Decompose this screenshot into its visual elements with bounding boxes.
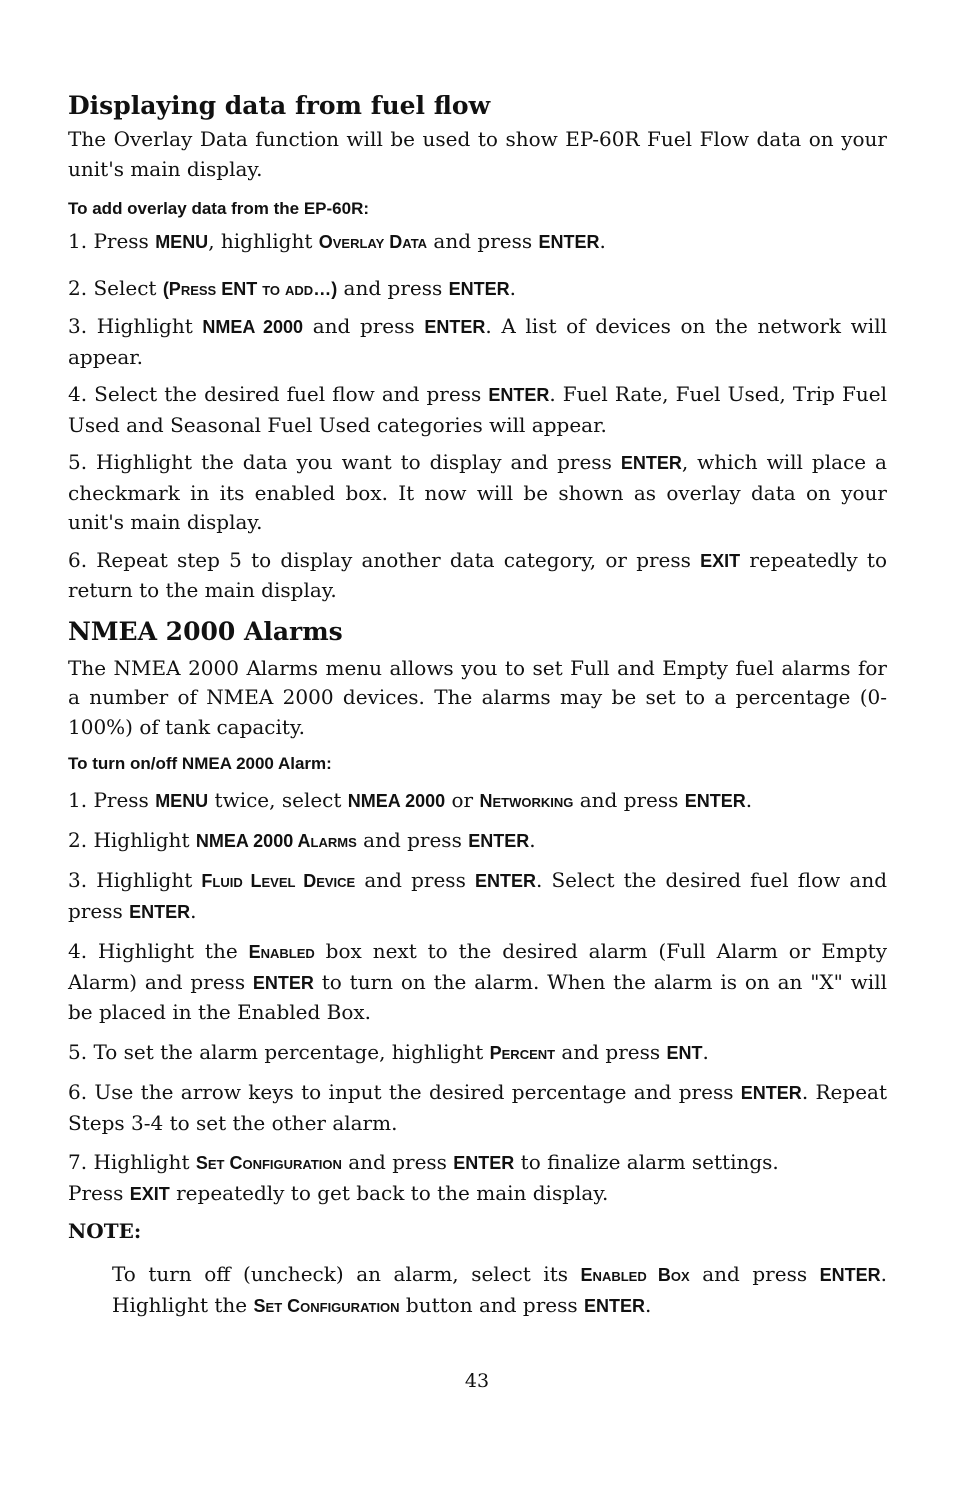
section-title-fuel-flow: Displaying data from fuel flow	[68, 91, 491, 120]
menu-nmea-2000-alarms: NMEA 2000 Alarms	[195, 830, 357, 851]
menu-nmea-2000: NMEA 2000	[347, 791, 446, 811]
nmea-alarms-intro: The NMEA 2000 Alarms menu allows you to set Full and Empty fuel alarms for a number of NMEA 2000 devices. The alarms may be set to a percentage (0-100%) of tank capacity.	[68, 655, 887, 739]
alarm-step-3: 3. Highlight Fluid Level Device and press ENTER. Select the desired fuel flow and press ENTER.	[68, 868, 888, 923]
note-label: NOTE:	[68, 1219, 142, 1243]
menu-networking: Networking	[479, 791, 574, 811]
key-ent: ENT	[666, 1042, 703, 1063]
key-menu: MENU	[155, 232, 209, 252]
key-enter: ENTER	[538, 232, 600, 252]
key-enter: ENTER	[620, 453, 682, 473]
note-body: To turn off (uncheck) an alarm, select its Enabled Box and press ENTER. Highlight the Set Configuration button and press ENTER.	[112, 1262, 888, 1317]
alarm-step-6: 6. Use the arrow keys to input the desired percentage and press ENTER. Repeat Steps 3-4 to set the other alarm.	[68, 1080, 887, 1135]
menu-set-configuration: Set Configuration	[195, 1153, 342, 1173]
alarm-step-7: 7. Highlight Set Configuration and press ENTER to finalize alarm settings. Press EXIT repeatedly to get back to the main display.	[68, 1150, 779, 1205]
alarm-step-4: 4. Highlight the Enabled box next to the desired alarm (Full Alarm or Empty Alarm) and press ENTER to turn on the alarm. When the alarm is on an "X" will be placed in the Enabled Box.	[68, 939, 887, 1024]
alarm-step-5: 5. To set the alarm percentage, highlight Percent and press ENT.	[68, 1039, 709, 1064]
procedure-title-alarm: To turn on/off NMEA 2000 Alarm:	[68, 754, 332, 773]
menu-press-ent-to-add: (Press ENT to add…)	[162, 278, 338, 299]
alarm-step-1: 1. Press MENU twice, select NMEA 2000 or Networking and press ENTER.	[68, 788, 753, 812]
key-enter: ENTER	[252, 972, 314, 993]
overlay-step-2: 2. Select (Press ENT to add…) and press ENTER.	[68, 275, 516, 300]
key-enter: ENTER	[584, 1295, 646, 1316]
menu-nmea-2000: NMEA 2000	[202, 317, 304, 337]
key-enter: ENTER	[424, 317, 486, 337]
overlay-step-6: 6. Repeat step 5 to display another data category, or press EXIT repeatedly to return to the main display.	[68, 547, 887, 602]
key-enter: ENTER	[468, 830, 530, 851]
key-enter: ENTER	[819, 1265, 881, 1285]
key-enter: ENTER	[453, 1153, 515, 1173]
fuel-flow-intro: The Overlay Data function will be used to show EP-60R Fuel Flow data on your unit's main display.	[68, 127, 887, 181]
key-enter: ENTER	[474, 871, 536, 891]
menu-set-configuration: Set Configuration	[253, 1295, 400, 1316]
key-menu: MENU	[155, 791, 209, 811]
overlay-step-3: 3. Highlight NMEA 2000 and press ENTER. A list of devices on the network will appear.	[68, 314, 887, 369]
overlay-step-1: 1. Press MENU, highlight Overlay Data and press ENTER.	[68, 229, 606, 253]
menu-fluid-level-device: Fluid Level Device	[201, 871, 356, 891]
key-exit: EXIT	[700, 550, 741, 571]
page-number: 43	[464, 1370, 490, 1392]
key-enter: ENTER	[740, 1083, 802, 1103]
overlay-step-4: 4. Select the desired fuel flow and press ENTER. Fuel Rate, Fuel Used, Trip Fuel Used and Seasonal Fuel Used categories will appear.	[68, 382, 887, 437]
alarm-step-2: 2. Highlight NMEA 2000 Alarms and press ENTER.	[68, 827, 536, 852]
overlay-step-5: 5. Highlight the data you want to display and press ENTER, which will place a checkmark in its enabled box. It now will be shown as overlay data on your unit's main display.	[68, 450, 887, 534]
key-enter: ENTER	[488, 385, 550, 405]
procedure-title-overlay: To add overlay data from the EP-60R:	[68, 199, 370, 218]
manual-page	[68, 88, 887, 1321]
section-title-nmea-alarms: NMEA 2000 Alarms	[68, 616, 343, 646]
menu-enabled-box: Enabled Box	[580, 1265, 690, 1285]
key-enter: ENTER	[448, 278, 510, 299]
menu-percent: Percent	[489, 1042, 556, 1063]
key-enter: ENTER	[684, 791, 746, 811]
key-exit: EXIT	[129, 1183, 170, 1204]
menu-overlay-data: Overlay Data	[318, 232, 428, 252]
key-enter: ENTER	[129, 901, 191, 922]
menu-enabled: Enabled	[248, 942, 315, 962]
